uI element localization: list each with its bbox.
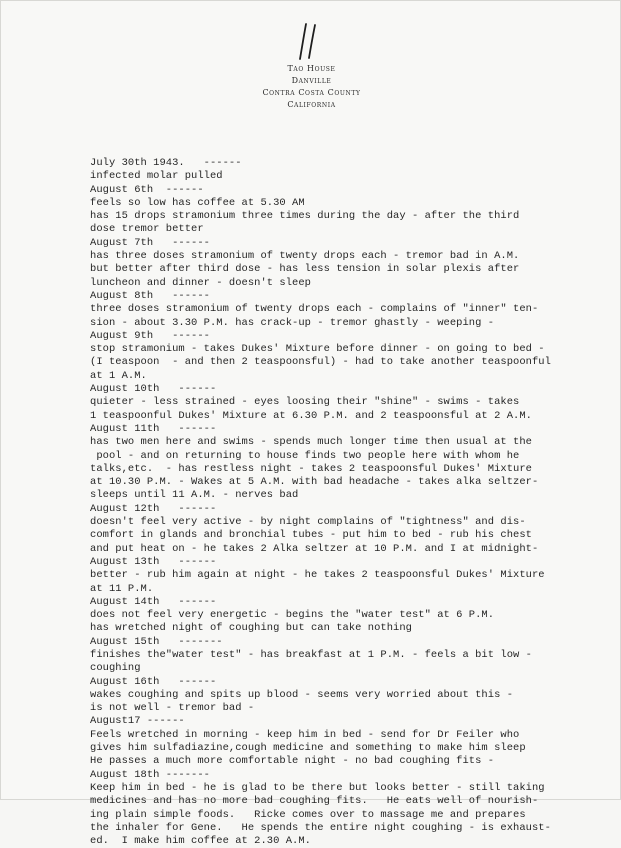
text-line: quieter - less strained - eyes loosing their "shine" - swims - takes — [90, 396, 520, 409]
text-line: Feels wretched in morning - keep him in bed - send for Dr Feiler who — [90, 728, 520, 741]
text-line: at 10.30 P.M. - Wakes at 5 A.M. with bad headache - takes alka seltzer- — [90, 476, 539, 489]
text-line: is not well - tremor bad - — [90, 702, 255, 715]
text-line: ing plain simple foods. Ricke comes over to massage me and prepares — [90, 808, 526, 821]
tao-house-brush-mark-icon — [297, 23, 321, 61]
text-line: 1 teaspoonful Dukes' Mixture at 6.30 P.M. and 2 teaspoonsful at 2 A.M. — [90, 409, 532, 422]
text-line: sion - about 3.30 P.M. has crack-up - tremor ghastly - weeping - — [90, 316, 495, 329]
text-line: August 15th ------- — [90, 635, 223, 648]
letterhead — [1, 63, 621, 111]
text-line: talks,etc. - has restless night - takes 2 teaspoonsful Dukes' Mixture — [90, 462, 532, 475]
text-line: and put heat on - he takes 2 Alka seltzer at 10 P.M. and I at midnight- — [90, 542, 539, 555]
diary-text — [90, 157, 610, 848]
text-line: infected molar pulled — [90, 170, 223, 183]
text-line: comfort in glands and bronchial tubes - put him to bed - rub his chest — [90, 529, 532, 542]
text-line: at 11 P.M. — [90, 582, 154, 595]
text-line: finishes the"water test" - has breakfast at 1 P.M. - feels a bit low - — [90, 648, 532, 661]
text-line: has wretched night of coughing but can take nothing — [90, 622, 412, 635]
text-line: August 10th ------ — [90, 383, 217, 396]
text-line: August 14th ------ — [90, 595, 217, 608]
text-line: August 6th ------ — [90, 183, 204, 196]
text-line: wakes coughing and spits up blood - seems very worried about this - — [90, 688, 514, 701]
text-line: medicines and has no more bad coughing fits. He eats well of nourish- — [90, 795, 539, 808]
text-line: August 18th ------- — [90, 768, 210, 781]
text-line: gives him sulfadiazine,cough medicine and something to make him sleep — [90, 742, 526, 755]
text-line: August17 ------ — [90, 715, 185, 728]
text-line: August 13th ------ — [90, 555, 217, 568]
text-line: has two men here and swims - spends much longer time then usual at the — [90, 436, 532, 449]
text-line: the inhaler for Gene. He spends the entire night coughing - is exhaust- — [90, 821, 551, 834]
text-line: coughing — [90, 662, 141, 675]
text-line: does not feel very energetic - begins the "water test" at 6 P.M. — [90, 609, 495, 622]
text-line: but better after third dose - has less tension in solar plexis after — [90, 263, 520, 276]
text-line: better - rub him again at night - he takes 2 teaspoonsful Dukes' Mixture — [90, 569, 545, 582]
text-line: August 16th ------ — [90, 675, 217, 688]
text-line: pool - and on returning to house finds two people here with whom he — [90, 449, 520, 462]
text-line: sleeps until 11 A.M. - nerves bad — [90, 489, 299, 502]
letterhead-county: Contra Costa County — [262, 88, 361, 97]
text-line: dose tremor better — [90, 223, 204, 236]
text-line: August 11th ------ — [90, 422, 217, 435]
text-line: (I teaspoon - and then 2 teaspoonsful) - had to take another teaspoonful — [90, 356, 551, 369]
text-line: August 12th ------ — [90, 502, 217, 515]
text-line: August 7th ------ — [90, 236, 210, 249]
text-line: has three doses stramonium of twenty drops each - tremor bad in A.M. — [90, 250, 520, 263]
text-line: has 15 drops stramonium three times during the day - after the third — [90, 210, 520, 223]
text-line: August 9th ------ — [90, 329, 210, 342]
text-line: August 8th ------ — [90, 289, 210, 302]
text-line: feels so low has coffee at 5.30 AM — [90, 196, 305, 209]
text-line: stop stramonium - takes Dukes' Mixture before dinner - on going to bed - — [90, 343, 545, 356]
letterhead-state: California — [287, 100, 336, 109]
text-line: three doses stramonium of twenty drops each - complains of "inner" ten- — [90, 303, 539, 316]
text-line: July 30th 1943. ------ — [90, 157, 242, 169]
letterhead-name: Tao House — [287, 64, 336, 73]
text-line: luncheon and dinner - doesn't sleep — [90, 276, 311, 289]
text-line: at 1 A.M. — [90, 369, 147, 382]
text-line: Keep him in bed - he is glad to be there but looks better - still taking — [90, 781, 545, 794]
text-line: doesn't feel very active - by night complains of "tightness" and dis- — [90, 516, 526, 529]
text-line: ed. I make him coffee at 2.30 A.M. — [90, 835, 311, 848]
text-line: He passes a much more comfortable night - no bad coughing fits - — [90, 755, 495, 768]
letterhead-town: Danville — [291, 76, 332, 85]
